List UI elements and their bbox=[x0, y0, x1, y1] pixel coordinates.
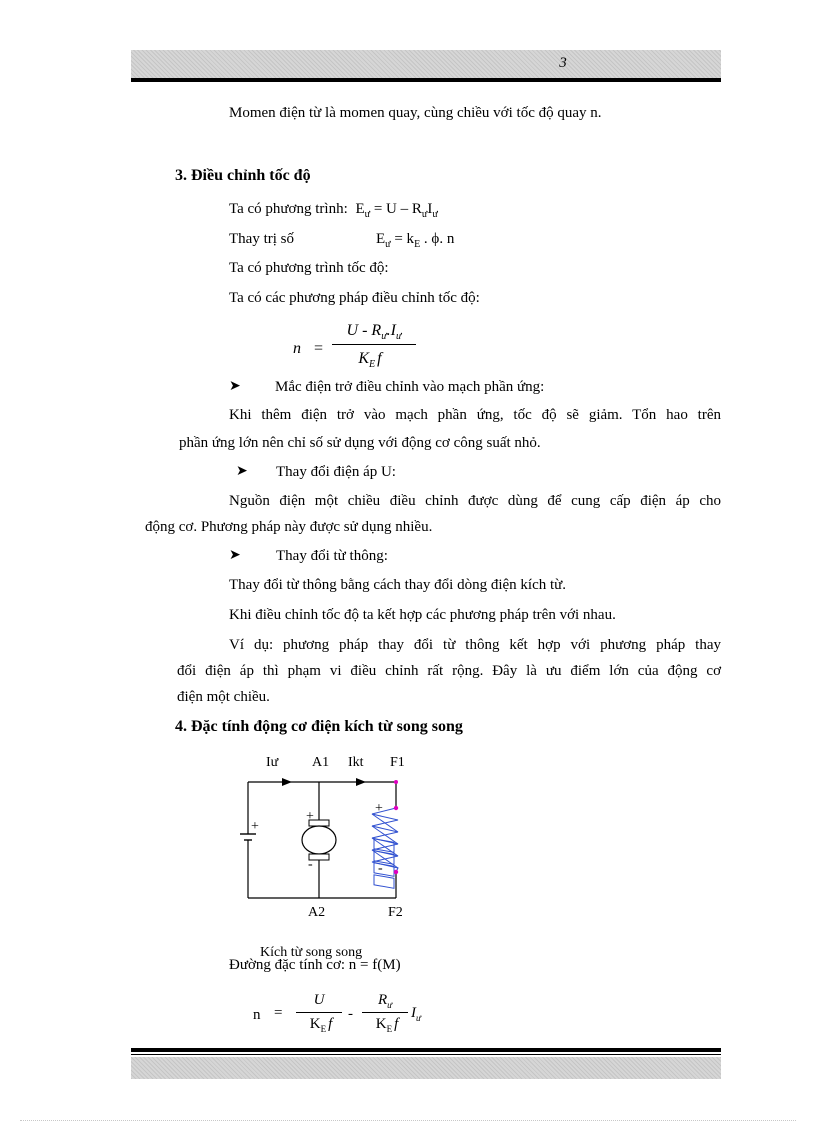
label-a2: A2 bbox=[308, 905, 326, 920]
f2-i-sub: ư bbox=[416, 1013, 421, 1023]
field-plus: + bbox=[375, 801, 383, 816]
eq2-lhs-sub: ư bbox=[385, 239, 391, 250]
field-winding-icon bbox=[372, 808, 398, 888]
formula-eq: = bbox=[314, 340, 324, 357]
field-terminal-bottom bbox=[394, 870, 398, 874]
formula-n: n bbox=[293, 340, 301, 357]
current-arrow-icon bbox=[356, 778, 366, 786]
para2-line1: Nguồn điện một chiều điều chỉnh được dùng để cung cấp điện áp cho bbox=[229, 493, 721, 509]
para3-line3: điện một chiều. bbox=[177, 689, 270, 705]
label-iu: Iư bbox=[266, 755, 279, 770]
f2-eq: = bbox=[274, 1005, 283, 1021]
f2-i bbox=[411, 1004, 421, 1027]
header-rule bbox=[131, 78, 721, 82]
footer-rule-thick bbox=[131, 1048, 721, 1052]
f2-num1: U bbox=[313, 992, 325, 1008]
equation-line-2 bbox=[376, 230, 454, 254]
eq1-rhs: = U – R bbox=[373, 201, 422, 217]
formula-num-i: .I bbox=[386, 322, 396, 339]
f2-den2-sub: E bbox=[386, 1024, 393, 1034]
formula-denominator bbox=[340, 350, 400, 370]
f2-den2 bbox=[362, 1016, 412, 1034]
speed-equation-line: Ta có phương trình tốc độ: bbox=[229, 260, 389, 276]
bullet2-text: Thay đổi điện áp U: bbox=[276, 464, 396, 480]
intro-line: Momen điện từ là momen quay, cùng chiều với tốc độ quay n. bbox=[229, 105, 602, 121]
arrow-bullet-icon: ➤ bbox=[229, 379, 241, 394]
f2-num2-sub: ư bbox=[387, 1000, 393, 1010]
f2-den1-k: K bbox=[309, 1016, 321, 1032]
formula-numerator bbox=[330, 322, 418, 342]
f2-den1-f: f bbox=[328, 1016, 333, 1032]
formula-num-sub2: ư bbox=[395, 331, 402, 343]
f2-num2 bbox=[362, 992, 408, 1010]
combine-line: Khi điều chỉnh tốc độ ta kết hợp các phương pháp trên với nhau. bbox=[229, 607, 616, 623]
label-f2: F2 bbox=[388, 905, 403, 920]
formula-fraction-line bbox=[332, 344, 416, 345]
current-arrow-icon bbox=[282, 778, 292, 786]
circuit-caption: Kích từ song song bbox=[260, 945, 363, 960]
para3-line1: Ví dụ: phương pháp thay đổi từ thông kết hợp với phương pháp thay bbox=[229, 637, 721, 653]
footer-rule-thin bbox=[131, 1054, 721, 1055]
arrow-bullet-icon: ➤ bbox=[229, 548, 241, 563]
flux-line: Thay đổi từ thông bằng cách thay đổi dòng điện kích từ. bbox=[229, 577, 567, 593]
substitute-line-label: Thay trị số bbox=[229, 231, 294, 247]
battery-plus: + bbox=[251, 819, 259, 834]
footer-band bbox=[131, 1057, 721, 1079]
para1-line1: Khi thêm điện trở vào mạch phần ứng, tốc độ sẽ giảm. Tổn hao trên bbox=[229, 407, 721, 423]
motor-armature-icon bbox=[302, 826, 336, 854]
label-f1: F1 bbox=[390, 755, 405, 770]
eq1-i-sub: ư bbox=[432, 209, 438, 220]
eq2-rhs: = k bbox=[394, 231, 415, 247]
f2-i-letter: I bbox=[411, 1005, 416, 1021]
methods-line: Ta có các phương pháp điều chỉnh tốc độ: bbox=[229, 290, 480, 306]
eq1-lhs-sub: ư bbox=[364, 209, 371, 220]
f2-line1 bbox=[296, 1012, 342, 1013]
formula-den-sub: E bbox=[369, 359, 376, 371]
section3-heading: 3. Điều chỉnh tốc độ bbox=[175, 167, 311, 184]
para1-line2: phần ứng lớn nên chỉ số sử dụng với động cơ công suất nhỏ. bbox=[179, 435, 541, 451]
f2-den1-sub: E bbox=[320, 1024, 327, 1034]
f2-minus: - bbox=[348, 1006, 353, 1022]
label-ikt: Ikt bbox=[348, 755, 364, 770]
bullet3-text: Thay đổi từ thông: bbox=[276, 548, 388, 564]
bullet1-text: Mắc điện trở điều chỉnh vào mạch phần ứng: bbox=[275, 379, 545, 395]
f2-den2-k: K bbox=[375, 1016, 387, 1032]
formula-num-text: U - R bbox=[346, 322, 382, 339]
field-node-top bbox=[394, 780, 398, 784]
page-edge-dotted-line bbox=[20, 1120, 796, 1121]
motor-plus: + bbox=[306, 809, 314, 824]
label-a1: A1 bbox=[312, 755, 330, 770]
characteristic-line: Đường đặc tính cơ: n = f(M) bbox=[229, 957, 401, 973]
f2-den2-f: f bbox=[394, 1016, 399, 1032]
field-minus: - bbox=[378, 861, 383, 876]
eq1-rhs-sub: ư bbox=[421, 209, 428, 220]
eq1-lhs: E bbox=[355, 201, 365, 217]
formula-den-f: f bbox=[377, 350, 382, 367]
eq1-i: I bbox=[427, 201, 433, 217]
eq2-rhs-sub: E bbox=[414, 239, 421, 250]
shunt-circuit-diagram bbox=[222, 748, 422, 928]
eq2-lhs: E bbox=[376, 231, 386, 247]
header-band bbox=[131, 50, 721, 78]
field-terminal-top bbox=[394, 806, 398, 810]
para3-line2: đổi điện áp thì phạm vi điều chỉnh rất rộng. Đây là ưu điểm lớn của động cơ bbox=[177, 663, 721, 679]
f2-num2-r: R bbox=[377, 992, 388, 1008]
eq2-tail: . ϕ. n bbox=[423, 231, 455, 247]
arrow-bullet-icon: ➤ bbox=[236, 464, 248, 479]
equation-line-1-text: Ta có phương trình: bbox=[229, 201, 348, 217]
motor-minus: - bbox=[308, 857, 313, 872]
f2-line2 bbox=[362, 1012, 408, 1013]
f2-n: n bbox=[253, 1007, 261, 1023]
f2-den1 bbox=[296, 1016, 346, 1034]
formula-num-sub1: ư bbox=[381, 331, 387, 343]
para2-line2: động cơ. Phương pháp này được sử dụng nhiều. bbox=[145, 519, 433, 535]
formula-den-k: K bbox=[358, 350, 370, 367]
section4-heading: 4. Đặc tính động cơ điện kích từ song song bbox=[175, 718, 463, 735]
equation-line-1 bbox=[229, 200, 438, 224]
page-number: 3 bbox=[559, 55, 567, 71]
